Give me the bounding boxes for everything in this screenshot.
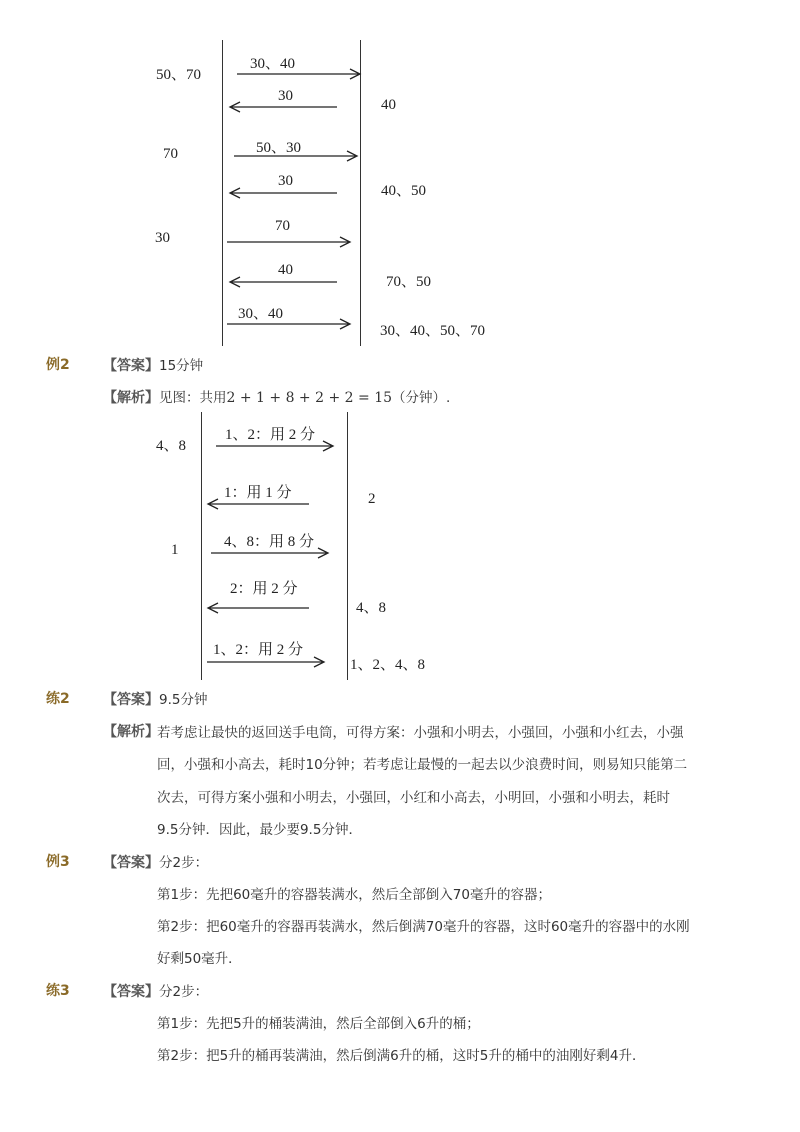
left-bank-label: 4、8 [156, 438, 187, 454]
answer-bracket: 【答案】 [103, 692, 159, 708]
left-bank-line [201, 412, 202, 680]
answer-bracket: 【答案】 [103, 358, 159, 374]
crossing-label: 30 [278, 88, 293, 104]
analysis-text: 次去，可得方案小强和小明去，小强回，小红和小高去，小明回，小强和小明去，耗时 [157, 790, 670, 806]
arrow-right-icon [227, 236, 351, 248]
arrow-left-icon [207, 602, 309, 614]
analysis-text: 若考虑让最快的返回送手电筒，可得方案：小强和小明去，小强回，小强和小红去，小强 [157, 725, 684, 741]
answer-line [103, 851, 208, 872]
right-bank-label: 30、40、50、70 [380, 323, 486, 339]
answer-line [103, 354, 203, 375]
practice-tag: 练2 [46, 691, 70, 707]
arrow-right-icon [237, 68, 361, 80]
arrow-right-icon [216, 440, 334, 452]
analysis-line [103, 386, 450, 407]
crossing-label: 1：用 1 分 [224, 485, 292, 501]
crossing-label: 30、40 [250, 56, 296, 72]
answer-line [103, 980, 208, 1001]
answer-text: 分2步： [159, 855, 209, 871]
right-bank-label: 70、50 [386, 274, 432, 290]
crossing-label: 50、30 [256, 140, 302, 156]
analysis-text: 回，小强和小高去，耗时10分钟；若考虑让最慢的一起去以少浪费时间，则易知只能第二 [157, 757, 688, 773]
crossing-label: 40 [278, 262, 293, 278]
analysis-bracket: 【解析】 [103, 724, 159, 740]
right-bank-label: 40、50 [381, 183, 427, 199]
left-bank-line [222, 40, 223, 346]
arrow-left-icon [207, 498, 309, 510]
analysis-text: （分钟）. [392, 390, 451, 406]
arrow-right-icon [227, 318, 351, 330]
arrow-left-icon [229, 101, 337, 113]
answer-text: 9.5分钟 [159, 692, 208, 708]
step-text: 第2步：把5升的桶再装满油，然后倒满6升的桶，这时5升的桶中的油刚好剩4升． [157, 1048, 646, 1064]
practice-tag: 练3 [46, 983, 70, 999]
crossing-label: 30 [278, 173, 293, 189]
right-bank-line [347, 412, 348, 680]
left-bank-label: 30 [155, 230, 170, 246]
crossing-label: 30、40 [238, 306, 284, 322]
crossing-label: 70 [275, 218, 290, 234]
analysis-text: 见图：共用 [159, 390, 227, 406]
crossing-label: 2：用 2 分 [230, 581, 298, 597]
arrow-right-icon [234, 150, 358, 162]
right-bank-label: 2 [368, 491, 376, 507]
left-bank-label: 70 [163, 146, 178, 162]
example-tag: 例3 [46, 854, 70, 870]
analysis-text: 9.5分钟．因此，最少要9.5分钟． [157, 822, 362, 838]
left-bank-label: 1 [171, 542, 179, 558]
crossing-label: 1、2：用 2 分 [213, 642, 304, 658]
arrow-left-icon [229, 187, 337, 199]
step-text: 第2步：把60毫升的容器再装满水，然后倒满70毫升的容器，这时60毫升的容器中的水刚 [157, 919, 690, 935]
answer-text: 分2步： [159, 984, 209, 1000]
right-bank-label: 40 [381, 97, 396, 113]
left-bank-label: 50、70 [156, 67, 202, 83]
right-bank-label: 1、2、4、8 [350, 657, 426, 673]
arrow-right-icon [207, 656, 325, 668]
arrow-right-icon [211, 547, 329, 559]
answer-text: 15分钟 [159, 358, 204, 374]
right-bank-line [360, 40, 361, 346]
analysis-formula: 2 + 1 + 8 + 2 + 2 = 15 [226, 390, 393, 406]
answer-bracket: 【答案】 [103, 855, 159, 871]
crossing-label: 4、8：用 8 分 [224, 534, 315, 550]
arrow-left-icon [229, 276, 337, 288]
right-bank-label: 4、8 [356, 600, 387, 616]
step-text: 好剩50毫升． [157, 951, 242, 967]
step-text: 第1步：先把60毫升的容器装满水，然后全部倒入70毫升的容器； [157, 887, 551, 903]
analysis-bracket: 【解析】 [103, 390, 159, 406]
example-tag: 例2 [46, 357, 70, 373]
crossing-label: 1、2：用 2 分 [225, 427, 316, 443]
answer-bracket: 【答案】 [103, 984, 159, 1000]
answer-line [103, 688, 207, 709]
step-text: 第1步：先把5升的桶装满油，然后全部倒入6升的桶； [157, 1016, 480, 1032]
